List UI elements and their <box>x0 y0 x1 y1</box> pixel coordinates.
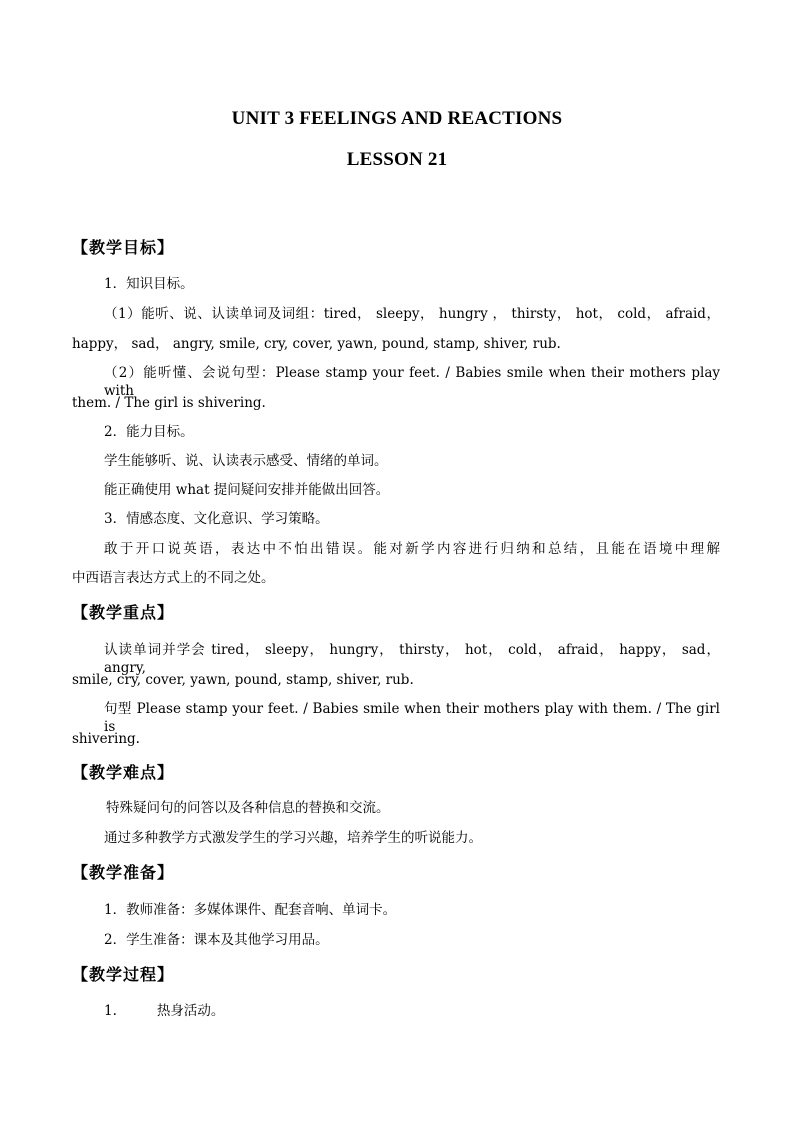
preparation-heading: 【教学准备】 <box>72 863 175 882</box>
objectives-line-10: 敢于开口说英语，表达中不怕出错误。能对新学内容进行归纳和总结，且能在语境中理解 <box>104 541 720 557</box>
difficulties-line-2: 通过多种教学方式激发学生的学习兴趣，培养学生的听说能力。 <box>104 830 482 846</box>
process-item-text: 热身活动。 <box>156 1003 225 1019</box>
key-points-line-4: shivering. <box>72 731 140 747</box>
objectives-line-1: 1．知识目标。 <box>104 276 194 292</box>
objectives-line-7: 学生能够听、说、认读表示感受、情绪的单词。 <box>104 453 388 469</box>
lesson-title: LESSON 21 <box>346 149 448 170</box>
process-item-number: 1. <box>104 1003 117 1019</box>
difficulties-heading: 【教学难点】 <box>72 763 175 782</box>
process-line-1 <box>104 1002 224 1020</box>
objectives-line-9: 3．情感态度、文化意识、学习策略。 <box>104 511 329 527</box>
preparation-line-1: 1．教师准备：多媒体课件、配套音响、单词卡。 <box>104 902 397 918</box>
objectives-line-4: （2）能听懂、会说句型：Please stamp your feet. / Babies smile when their mothers play with <box>104 365 720 399</box>
objectives-line-3: happy， sad， angry, smile, cry, cover, yawn, pound, stamp, shiver, rub. <box>72 336 561 352</box>
process-heading: 【教学过程】 <box>72 965 175 984</box>
key-points-heading: 【教学重点】 <box>72 603 175 622</box>
key-points-line-2: smile, cry, cover, yawn, pound, stamp, shiver, rub. <box>72 672 414 688</box>
objectives-line-8: 能正确使用 what 提问疑问安排并能做出回答。 <box>104 482 390 498</box>
objectives-line-6: 2．能力目标。 <box>104 424 194 440</box>
unit-title: UNIT 3 FEELINGS AND REACTIONS <box>231 108 563 129</box>
objectives-line-5: them. / The girl is shivering. <box>72 395 266 411</box>
preparation-line-2: 2．学生准备：课本及其他学习用品。 <box>104 932 329 948</box>
objectives-line-11: 中西语言表达方式上的不同之处。 <box>72 570 275 586</box>
key-points-line-3: 句型 Please stamp your feet. / Babies smile when their mothers play with them. / The girl is <box>104 701 720 735</box>
objectives-heading: 【教学目标】 <box>72 238 175 257</box>
objectives-line-2: （1）能听、说、认读单词及词组：tired， sleepy， hungry ， thirsty， hot， cold， afraid， <box>104 306 720 322</box>
key-points-line-1: 认读单词并学会 tired， sleepy， hungry， thirsty， hot， cold， afraid， happy， sad， angry, <box>104 642 720 676</box>
difficulties-line-1: 特殊疑问句的问答以及各种信息的替换和交流。 <box>106 800 390 816</box>
